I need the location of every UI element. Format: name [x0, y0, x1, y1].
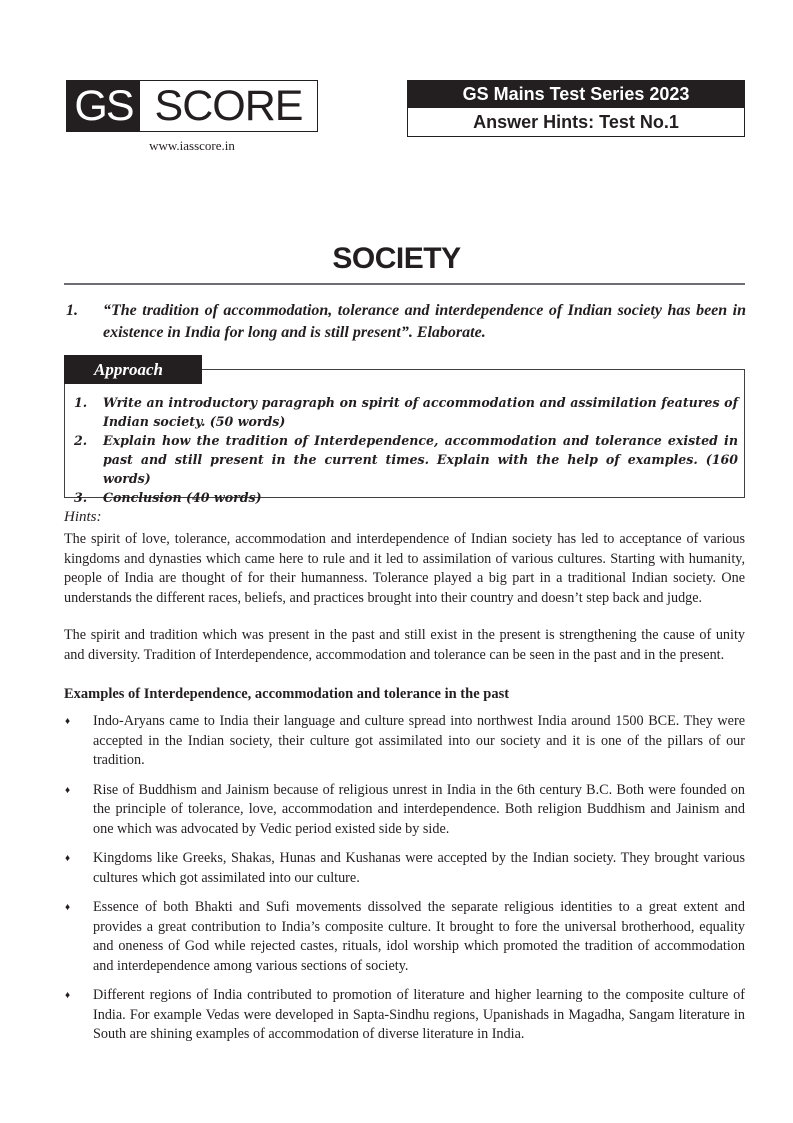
example-text: Rise of Buddhism and Jainism because of religious unrest in India in the 6th century B.C. Both were founded on the principle of tolerance, love, accommodation and interdependence. Both religion Buddhism and Jainism and one which was advocated by Vedic period existed side by side.	[93, 781, 745, 837]
approach-item	[74, 431, 738, 488]
example-item	[64, 712, 745, 771]
approach-list	[74, 393, 738, 507]
test-series-box	[407, 80, 745, 137]
approach-item-text: Conclusion (40 words)	[103, 490, 262, 505]
approach-item	[74, 488, 738, 507]
logo-gs-text: GS	[74, 81, 133, 130]
example-text: Essence of both Bhakti and Sufi movements dissolved the separate religious identities to a great extent and provides a great contribution to India’s composite culture. It brought to fore the universal brotherhood, equality and oneness of God while rejected castes, rituals, idol worship which promoted the tradition of accommodation and interdependence among various sections of society.	[93, 899, 745, 974]
question-text: “The tradition of accommodation, tolerance and interdependence of Indian society has been in existence in India for long and is still present”. Elaborate.	[103, 302, 746, 341]
approach-item-text: Explain how the tradition of Interdependence, accommodation and tolerance existed in past and still present in the current times. Explain with the help of examples. (160 words)	[103, 433, 738, 486]
website-url: www.iasscore.in	[149, 138, 235, 153]
gs-score-logo	[66, 80, 318, 132]
diamond-bullet-icon: ♦	[65, 990, 71, 1001]
series-subtitle: Answer Hints: Test No.1	[473, 111, 679, 132]
examples-subheading: Examples of Interdependence, accommodation and tolerance in the past	[64, 686, 510, 702]
example-text: Kingdoms like Greeks, Shakas, Hunas and Kushanas were accepted by the Indian society. They brought various cultures which got assimilated into our culture.	[93, 850, 745, 886]
example-text: Indo-Aryans came to India their language and culture spread into northwest India around 1500 BCE. They were accepted in the Indian society, their culture got assimilated into our society and it is one of the pillars of our tradition.	[93, 713, 745, 768]
example-item	[64, 781, 745, 840]
examples-list	[64, 712, 745, 1055]
diamond-bullet-icon: ♦	[65, 716, 71, 727]
series-title: GS Mains Test Series 2023	[408, 81, 744, 108]
example-text: Different regions of India contributed to promotion of literature and higher learning to the composite culture of India. For example Vedas were developed in Sapta-Sindhu regions, Upanishads in Magadha, Sangam literature in South are shining examples of accommodation of diverse literature in India.	[93, 987, 745, 1042]
approach-item-number: 2.	[74, 433, 88, 448]
section-divider	[64, 283, 745, 285]
logo-score-text: SCORE	[154, 81, 303, 130]
hints-paragraph: The spirit of love, tolerance, accommodation and interdependence of Indian society has led to acceptance of various kingdoms and dynasties which came here to rule and it led to assimilation of various cultures. Starting with humanity, people of India are thought of for their humanness. Tolerance played a big part in a traditional Indian society. One understands the different races, beliefs, and practices brought into their country and doesn’t step back and judge.	[64, 531, 745, 606]
approach-item-number: 3.	[74, 490, 88, 505]
question	[66, 300, 746, 344]
question-number: 1.	[66, 302, 78, 319]
hints-label: Hints:	[64, 509, 102, 525]
example-item	[64, 898, 745, 976]
approach-item-text: Write an introductory paragraph on spirit of accommodation and assimilation features of Indian society. (50 words)	[103, 395, 738, 429]
section-title: SOCIETY	[332, 242, 461, 275]
approach-item-number: 1.	[74, 395, 88, 410]
approach-label: Approach	[64, 355, 202, 384]
approach-item	[74, 393, 738, 431]
diamond-bullet-icon: ♦	[65, 784, 71, 796]
diamond-bullet-icon: ♦	[65, 853, 71, 864]
example-item	[64, 986, 745, 1045]
example-item	[64, 849, 745, 888]
logo-gs-block	[67, 81, 140, 131]
hints-paragraph: The spirit and tradition which was present in the past and still exist in the present is strengthening the cause of unity and diversity. Tradition of Interdependence, accommodation and tolerance can be seen in the past and in the present.	[64, 627, 745, 663]
diamond-bullet-icon: ♦	[65, 902, 71, 913]
